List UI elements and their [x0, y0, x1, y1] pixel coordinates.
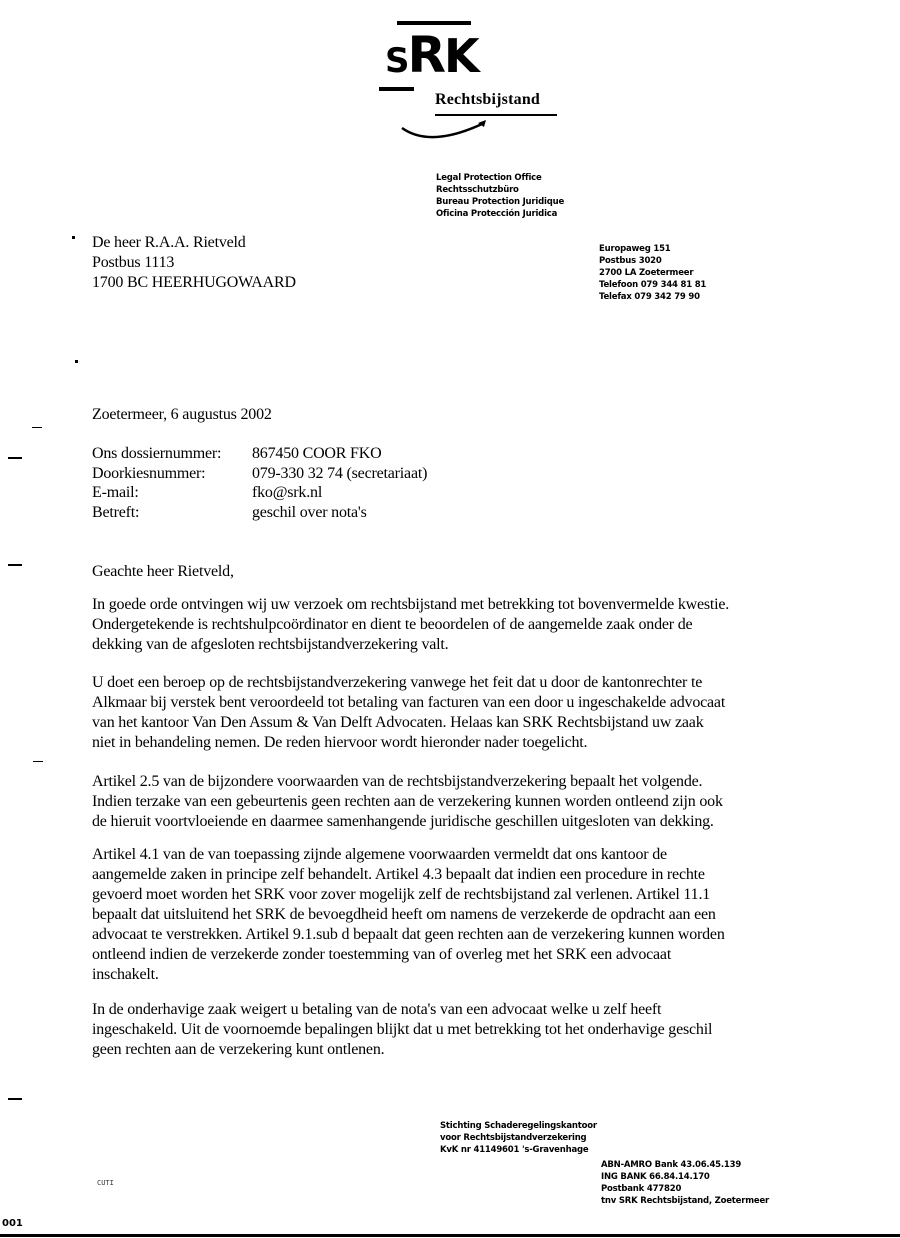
- logo-letter-r: R: [407, 26, 445, 84]
- text-line: ontleend indien de verzekerde zonder toestemming van of overleg met het SRK een advocaat: [92, 946, 672, 963]
- meta-value: 867450 COOR FKO: [252, 445, 382, 462]
- margin-dot: [75, 360, 78, 363]
- footer-line: voor Rechtsbijstandverzekering: [440, 1133, 587, 1143]
- text-line: U doet een beroep op de rechtsbijstandverzekering vanwege het feit dat u door de kantonrechter te: [92, 674, 703, 691]
- text-line: dekking van de afgesloten rechtsbijstandverzekering valt.: [92, 636, 449, 653]
- logo-bar-top: [397, 21, 471, 25]
- text-line: ingeschakeld. Uit de voornoemde bepalingen blijkt dat u met betrekking tot het onderhavige geschil: [92, 1021, 713, 1038]
- text-line: Artikel 4.1 van de van toepassing zijnde algemene voorwaarden vermeldt dat ons kantoor de: [92, 846, 667, 863]
- date-line: Zoetermeer, 6 augustus 2002: [92, 406, 272, 423]
- bank-line: ABN-AMRO Bank 43.06.45.139: [601, 1160, 742, 1170]
- meta-label: Doorkiesnummer:: [92, 464, 206, 482]
- paragraph-2: [92, 673, 792, 753]
- meta-value: geschil over nota's: [252, 503, 367, 521]
- page-number: 001: [2, 1218, 23, 1229]
- logo-subtitle: Rechtsbijstand: [435, 91, 541, 108]
- sender-address: [599, 243, 706, 303]
- recipient-address: [92, 233, 296, 293]
- recipient-postbox: Postbus 1113: [92, 254, 175, 271]
- scan-speck: [33, 761, 43, 762]
- fold-mark: [8, 564, 22, 566]
- bank-line: tnv SRK Rechtsbijstand, Zoetermeer: [601, 1196, 770, 1206]
- meta-label: Ons dossiernummer:: [92, 445, 222, 462]
- paragraph-3: [92, 772, 792, 832]
- footer-line: KvK nr 41149601 's-Gravenhage: [440, 1145, 589, 1155]
- footer-foundation: [440, 1120, 597, 1156]
- meta-row: [92, 464, 427, 484]
- text-line: bepaalt dat uitsluitend het SRK de bevoegdheid heeft om namens de verzekerde de opdracht aan een: [92, 906, 716, 923]
- office-names: [436, 172, 564, 220]
- fold-mark: [8, 457, 22, 459]
- meta-row: [92, 483, 427, 503]
- logo-letter-s: S: [385, 41, 408, 81]
- logo-bar-left: [379, 87, 414, 91]
- fax-line: Telefax 079 342 79 90: [599, 292, 700, 302]
- text-line: Alkmaar bij verstek bent veroordeeld tot betaling van facturen van een door u ingeschakelde advocaat: [92, 694, 726, 711]
- logo-swoosh-icon: [400, 118, 490, 144]
- phone-line: Telefoon 079 344 81 81: [599, 280, 707, 290]
- meta-value: fko@srk.nl: [252, 484, 323, 501]
- fold-mark: [8, 1098, 22, 1100]
- text-line: van het kantoor Van Den Assum & Van Delft Advocaten. Helaas kan SRK Rechtsbijstand uw zaak: [92, 714, 704, 731]
- recipient-city: 1700 BC HEERHUGOWAARD: [92, 274, 296, 291]
- margin-dot: [72, 236, 75, 239]
- bank-line: Postbank 477820: [601, 1184, 682, 1194]
- office-name: Oficina Protección Juridica: [436, 209, 558, 219]
- paragraph-5: [92, 1000, 792, 1060]
- text-line: Ondergetekende is rechtshulpcoördinator en dient te beoordelen of de aangemelde zaak onder de: [92, 616, 693, 633]
- text-line: In goede orde ontvingen wij uw verzoek om rechtsbijstand met betrekking tot bovenvermelde kwestie.: [92, 596, 730, 613]
- bottom-rule: [0, 1234, 900, 1237]
- salutation: Geachte heer Rietveld,: [92, 563, 234, 580]
- text-line: aangemelde zaken in principe zelf behandelt. Artikel 4.3 bepaalt dat indien een procedure in rechte: [92, 866, 705, 883]
- meta-value: 079-330 32 74 (secretariaat): [252, 464, 428, 482]
- recipient-name: De heer R.A.A. Rietveld: [92, 234, 246, 251]
- text-line: de hieruit voortvloeiende en daarmee samenhangende juridische geschillen uitgesloten van dekking.: [92, 813, 714, 830]
- address-line: Postbus 3020: [599, 256, 662, 266]
- office-name: Bureau Protection Juridique: [436, 197, 565, 207]
- address-line: Europaweg 151: [599, 244, 671, 254]
- scan-speck: [32, 427, 42, 428]
- bank-line: ING BANK 66.84.14.170: [601, 1172, 710, 1182]
- footer-line: Stichting Schaderegelingskantoor: [440, 1121, 597, 1131]
- text-line: niet in behandeling nemen. De reden hiervoor wordt hieronder nader toegelicht.: [92, 734, 588, 751]
- address-line: 2700 LA Zoetermeer: [599, 268, 694, 278]
- meta-row: [92, 444, 427, 464]
- logo-letter-k: K: [444, 29, 478, 83]
- paragraph-4: [92, 845, 792, 985]
- scan-stamp: CUTI: [97, 1179, 114, 1187]
- text-line: Indien terzake van een gebeurtenis geen rechten aan de verzekering kunnen worden ontleend zijn ook: [92, 793, 723, 810]
- text-line: inschakelt.: [92, 966, 159, 983]
- paragraph-1: [92, 595, 792, 655]
- text-line: advocaat te verstrekken. Artikel 9.1.sub d bepaalt dat geen rechten aan de verzekering kunnen worden: [92, 926, 725, 943]
- srk-logo: [385, 26, 478, 86]
- text-line: geen rechten aan de verzekering kunt ontlenen.: [92, 1041, 385, 1058]
- footer-bank-details: [601, 1159, 769, 1207]
- meta-label: E-mail:: [92, 484, 139, 501]
- text-line: In de onderhavige zaak weigert u betaling van de nota's van een advocaat welke u zelf heeft: [92, 1001, 662, 1018]
- meta-row: [92, 503, 427, 523]
- office-name: Rechtsschutzbüro: [436, 185, 519, 195]
- logo-subtitle-underline: [435, 114, 557, 116]
- office-name: Legal Protection Office: [436, 173, 542, 183]
- reference-block: [92, 444, 427, 522]
- meta-label: Betreft:: [92, 503, 140, 521]
- text-line: gevoerd moet worden het SRK voor zover mogelijk zelf de rechtsbijstand zal verlenen. Artikel 11.1: [92, 886, 711, 903]
- text-line: Artikel 2.5 van de bijzondere voorwaarden van de rechtsbijstandverzekering bepaalt het volgende.: [92, 773, 703, 790]
